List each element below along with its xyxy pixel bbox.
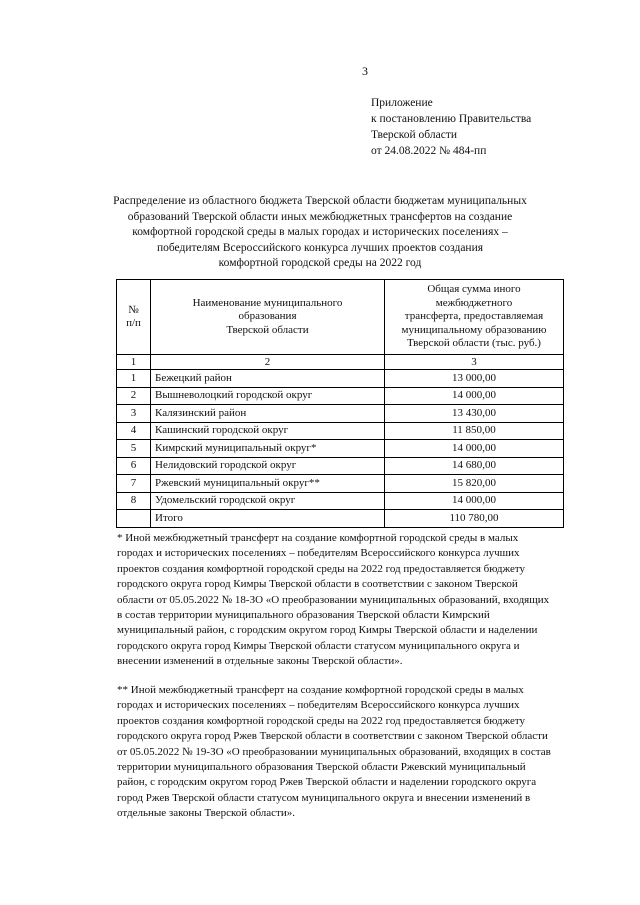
- table-row: [117, 440, 564, 458]
- appendix-line: от 24.08.2022 № 484-пп: [371, 145, 487, 157]
- footnote-line: городского округа город Ржев Тверской области в соответствии с законом Тверской области: [117, 730, 548, 743]
- header-num: [117, 280, 151, 355]
- row-num: 4: [117, 422, 151, 440]
- footnote-line: проектов создания комфортной городской среды на 2022 год предоставляется бюджету: [117, 562, 526, 575]
- footnote-line: городах и исторических поселениях – победителям Всероссийского конкурса лучших: [117, 547, 520, 560]
- header-amount-line: муниципальному образованию: [401, 323, 547, 336]
- footnote-line: * Иной межбюджетный трансферт на создание комфортной городской среды в малых: [117, 532, 519, 544]
- row-name: Вышневолоцкий городской округ: [151, 387, 385, 405]
- footnote-line: проектов создания комфортной городской среды на 2022 год предоставляется бюджету: [117, 714, 526, 727]
- footnote-line: внесении изменений в отдельные законы Тверской области».: [117, 655, 403, 668]
- row-num: 7: [117, 475, 151, 493]
- footnote-rzhev: [117, 683, 562, 822]
- row-name: Кимрский муниципальный округ*: [151, 440, 385, 458]
- column-index: 3: [385, 355, 564, 370]
- footnote-line: район, с городским округом город Ржев Тверской области и наделении городского округа: [117, 776, 537, 789]
- footnote-line: ** Иной межбюджетный трансферт на создание комфортной городской среды в малых: [117, 684, 524, 696]
- row-num: 5: [117, 440, 151, 458]
- footnote-line: в состав территории муниципального образования Тверской области Кимрский: [117, 609, 490, 622]
- total-amount: 110 780,00: [385, 510, 564, 528]
- footnote-line: территории муниципального образования Тверской области Ржевский муниципальный: [117, 761, 526, 774]
- row-amount: 15 820,00: [385, 475, 564, 493]
- row-name: Ржевский муниципальный округ**: [151, 475, 385, 493]
- document-title: [100, 194, 540, 272]
- footnote-line: области от 05.05.2022 № 18-ЗО «О преобразовании муниципальных образований, входящих: [117, 593, 550, 606]
- column-index: 2: [151, 355, 385, 370]
- row-amount: 14 000,00: [385, 387, 564, 405]
- footnote-line: от 05.05.2022 № 19-ЗО «О преобразовании муниципальных образований, входящих в состав: [117, 745, 551, 758]
- footnote-kimry: [117, 531, 562, 670]
- row-num: 3: [117, 405, 151, 423]
- row-amount: 14 000,00: [385, 440, 564, 458]
- header-amount-line: Тверской области (тыс. руб.): [407, 337, 541, 350]
- title-line: Распределение из областного бюджета Тверской области бюджетам муниципальных: [113, 195, 527, 207]
- row-amount: 11 850,00: [385, 422, 564, 440]
- row-amount: 14 000,00: [385, 492, 564, 510]
- footnote-line: городского округа город Кимры Тверской области в соответствии с законом Тверской: [117, 578, 518, 591]
- table-header-row: [117, 280, 564, 355]
- appendix-line: Тверской области: [371, 129, 457, 141]
- table-row: [117, 422, 564, 440]
- table-row: [117, 492, 564, 510]
- row-name: Бежецкий район: [151, 370, 385, 388]
- row-amount: 13 000,00: [385, 370, 564, 388]
- row-num: 8: [117, 492, 151, 510]
- total-label: Итого: [151, 510, 385, 528]
- column-index-row: [117, 355, 564, 370]
- header-amount-line: трансферта, предоставляемая: [404, 310, 544, 323]
- total-row: [117, 510, 564, 528]
- appendix-block: [371, 95, 531, 159]
- row-num: 6: [117, 457, 151, 475]
- column-index: 1: [117, 355, 151, 370]
- row-name: Удомельский городской округ: [151, 492, 385, 510]
- header-name-line: Наименование муниципального: [192, 296, 343, 309]
- header-name-line: образования: [238, 310, 297, 323]
- title-line: комфортной городской среды в малых городах и исторических поселениях –: [132, 226, 508, 238]
- table-row: [117, 405, 564, 423]
- header-amount: [385, 280, 564, 355]
- title-line: комфортной городской среды на 2022 год: [218, 257, 422, 269]
- footnote-line: отдельные законы Тверской области».: [117, 807, 295, 820]
- appendix-line: к постановлению Правительства: [371, 113, 532, 125]
- row-name: Нелидовский городской округ: [151, 457, 385, 475]
- table-row: [117, 370, 564, 388]
- table-row: [117, 475, 564, 493]
- footnote-line: городского округа город Кимры Тверской области статусом муниципального округа и: [117, 639, 520, 652]
- table-row: [117, 457, 564, 475]
- row-num: 1: [117, 370, 151, 388]
- distribution-table: [116, 279, 564, 528]
- header-num-line: №: [128, 303, 139, 316]
- table-row: [117, 387, 564, 405]
- appendix-line: Приложение: [371, 97, 433, 109]
- footnote-line: город Ржев Тверской области статусом муниципального округа и внесении изменений в: [117, 791, 531, 804]
- page-number: 3: [362, 64, 368, 78]
- header-name-line: Тверской области: [226, 323, 309, 336]
- header-name: [151, 280, 385, 355]
- total-num-empty: [117, 510, 151, 528]
- row-name: Калязинский район: [151, 405, 385, 423]
- footnote-line: городах и исторических поселениях – победителям Всероссийского конкурса лучших: [117, 699, 520, 712]
- header-num-line: п/п: [126, 317, 141, 329]
- title-line: образований Тверской области иных межбюджетных трансфертов на создание: [127, 210, 513, 223]
- header-amount-line: Общая сумма иного межбюджетного: [427, 283, 521, 309]
- row-num: 2: [117, 387, 151, 405]
- title-line: победителям Всероссийского конкурса лучших проектов создания: [156, 241, 484, 254]
- row-amount: 13 430,00: [385, 405, 564, 423]
- row-name: Кашинский городской округ: [151, 422, 385, 440]
- row-amount: 14 680,00: [385, 457, 564, 475]
- footnote-line: муниципальный район, с городским округом город Кимры Тверской области и наделении: [117, 624, 538, 637]
